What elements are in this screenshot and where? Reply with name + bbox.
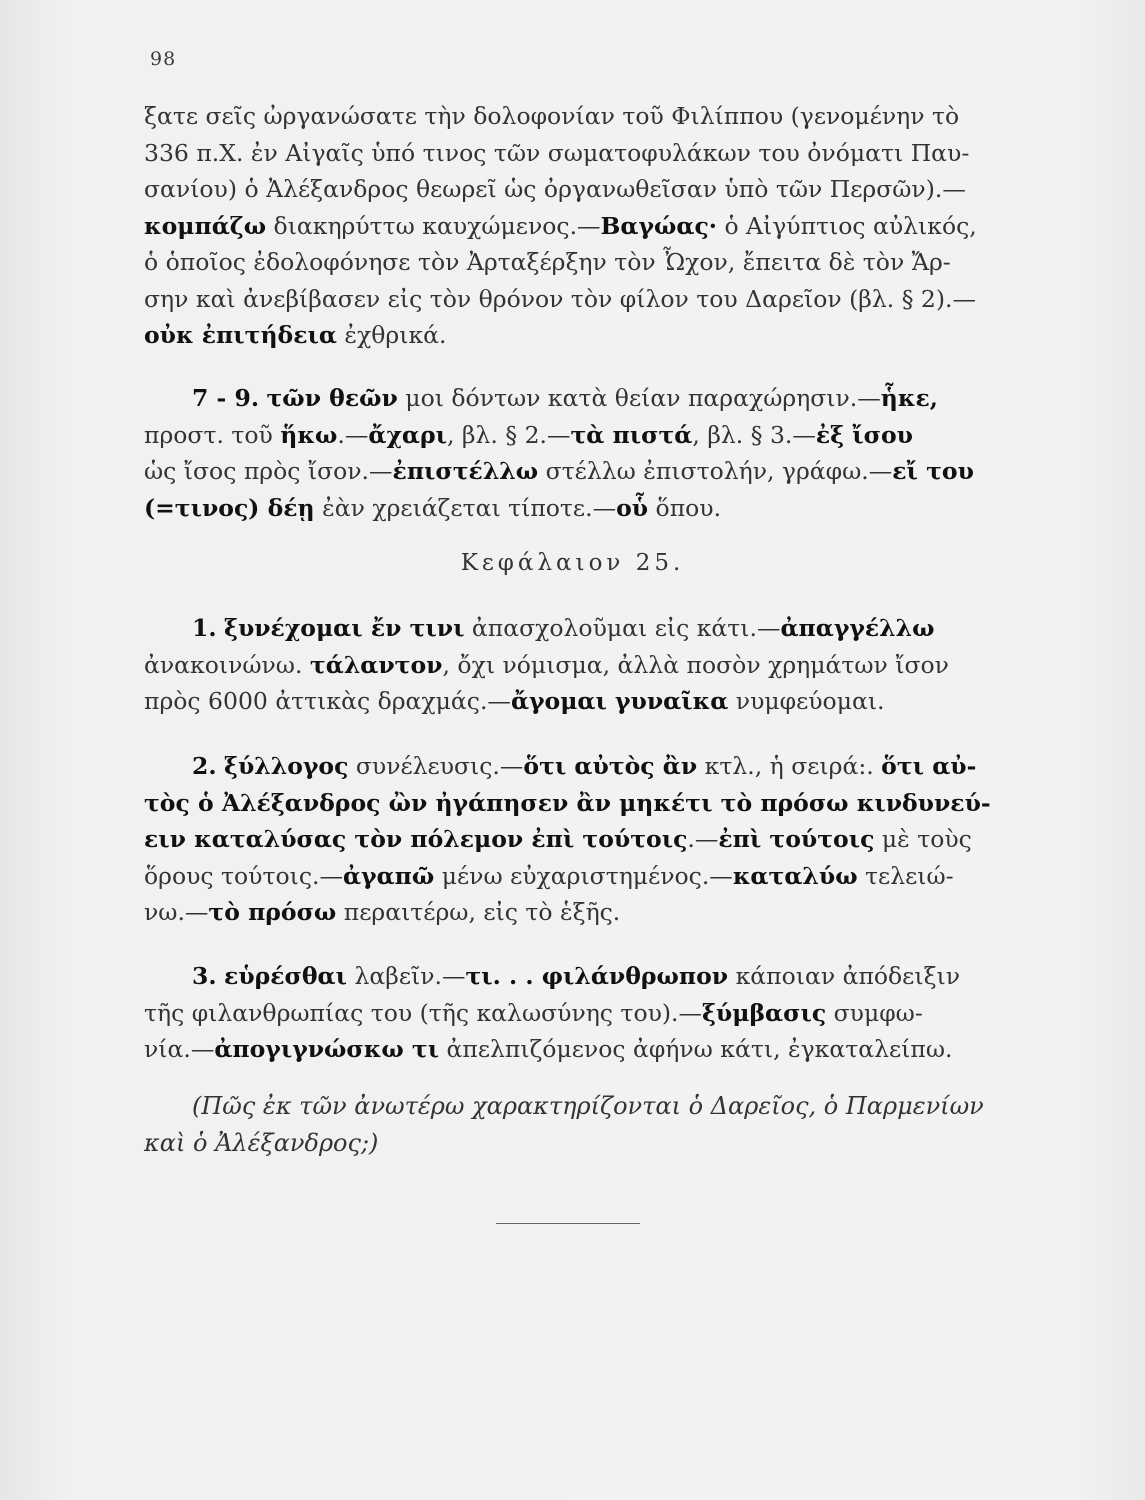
bold-term: εἴ του [892,457,974,485]
text-line [144,610,994,647]
page-number: 98 [150,48,177,70]
bold-term: ἄχαρι [368,420,447,449]
text-line: ξατε σεῖς ὠργανώσατε τὴν δολοφονίαν τοῦ Φιλίππου (γενομένην τὸ [144,102,960,130]
bold-term: τὰ πιστά [570,420,693,449]
definition-text: μὲ τοὺς [874,825,972,853]
bold-term: ὅτι αὐτὸς ἂν [523,752,698,780]
text-line: σανίου) ὁ Ἀλέξανδρος θεωρεῖ ὡς ὀργανωθεῖσαν ὑπὸ τῶν Περσῶν).— [144,175,966,203]
review-question [144,1088,994,1162]
paragraph-7-9 [144,380,994,526]
bold-term: ξυνέχομαι ἔν τινι [224,614,465,642]
text-line [144,821,994,858]
definition-text: συμφω- [826,998,923,1027]
bold-term: ξύμβασις [702,998,827,1027]
text-line: σην καὶ ἀνεβίβασεν εἰς τὸν θρόνον τὸν φίλον του Δαρεῖον (βλ. § 2).— [144,284,977,313]
bold-term: ἥκω [280,420,338,449]
definition-text: τῆς φιλανθρωπίας του (τῆς καλωσύνης του).— [144,998,703,1027]
definition-text: προστ. τοῦ [144,420,281,449]
definition-text: , βλ. § 3.— [692,420,816,449]
bold-term: τῶν θεῶν [266,384,398,412]
question-line: (Πῶς ἐκ τῶν ἀνωτέρω χαρακτηρίζονται ὁ Δαρεῖος, ὁ Παρμενίων [192,1092,984,1120]
definition-text: ὅρους τούτοις.— [144,861,343,890]
definition-text: , βλ. § 2.— [446,420,571,449]
text-line [144,958,994,995]
definition-text: κτλ., ἡ σειρά:. [697,752,882,780]
text-line [144,748,994,785]
bold-term: τὸς ὁ Ἀλέξανδρος ὢν ἠγάπησεν ἂν μηκέτι τὸ πρόσω κινδυνεύ- [144,788,991,817]
definition-text: ὅπου. [648,493,722,522]
text-line [144,995,994,1032]
paragraph-2 [144,748,994,931]
bold-term: Βαγώας· [600,211,717,240]
text-line [144,1031,994,1068]
definition-text: νω.— [144,898,209,926]
section-number: 1. [192,614,217,642]
text-line [144,490,994,527]
bold-term: εὑρέσθαι [224,962,347,990]
bold-term: (=τινος) δέῃ [144,493,315,522]
text-line [144,683,994,720]
definition-text: συνέλευσις.— [348,752,524,780]
definition-text: , ὄχι νόμισμα, ἀλλὰ ποσὸν χρημάτων ἴσον [442,650,949,679]
section-divider [496,1223,640,1224]
text-line [144,208,994,245]
definition-text: ὁ Αἰγύπτιος αὐλικός, [716,211,977,240]
definition-text: ὡς ἴσος πρὸς ἴσον.— [144,457,393,485]
definition-text: ἐὰν χρειάζεται τίποτε.— [314,493,617,522]
text-line [144,858,994,895]
bold-term: οὐκ ἐπιτήδεια [144,321,337,349]
bold-term: ἄγομαι γυναῖκα [510,687,729,715]
bold-term: ειν καταλύσας τὸν πόλεμον ἐπὶ τούτοις [144,825,688,853]
definition-text: μένω εὐχαριστημένος.— [434,861,733,890]
definition-text: νυμφεύομαι. [728,687,885,715]
definition-text: διακηρύττω καυχώμενος.— [266,211,601,240]
text-line [144,417,994,454]
bold-term: ἀπαγγέλλω [780,614,935,642]
text-line [144,647,994,684]
text-line: ὁ ὁποῖος ἐδολοφόνησε τὸν Ἀρταξέρξην τὸν Ὦχον, ἔπειτα δὲ τὸν Ἄρ- [144,248,951,276]
definition-text: πρὸς 6000 ἀττικὰς δραχμάς.— [144,687,511,715]
definition-text: .— [337,420,369,449]
definition-text: ἀνακοινώνω. [144,650,310,679]
paragraph-3 [144,958,994,1068]
bold-term: ἐξ ἴσου [815,420,913,449]
text-line [144,317,994,354]
text-line: 336 π.Χ. ἐν Αἰγαῖς ὑπό τινος τῶν σωματοφυλάκων του ὀνόματι Παυ- [144,138,970,167]
bold-term: ἐπὶ τούτοις [718,825,875,853]
question-line: καὶ ὁ Ἀλέξανδρος;) [144,1129,379,1157]
bold-term: καταλύω [732,861,858,890]
section-number: 7 - 9. [192,384,260,412]
definition-text: .— [687,825,719,853]
bold-term: τι. . . φιλάνθρωπον [465,962,729,990]
bold-term: ξύλλογος [224,752,349,780]
definition-text: ἐχθρικά. [336,321,447,349]
bold-term: ἀγαπῶ [342,861,435,890]
section-number: 2. [192,752,217,780]
bold-term: ἐπιστέλλω [392,457,539,485]
definition-text: περαιτέρω, εἰς τὸ ἑξῆς. [336,898,621,926]
bold-term: τὸ πρόσω [208,898,337,926]
bold-term: κομπάζω [144,211,267,240]
definition-text: στέλλω ἐπιστολήν, γράφω.— [538,457,893,485]
definition-text: τελειώ- [857,861,954,890]
definition-text: λαβεῖν.— [347,962,466,990]
chapter-heading: Κεφάλαιον 25. [460,550,685,576]
bold-term: ἀπογιγνώσκω τι [214,1035,440,1063]
bold-term: τάλαντον [309,650,443,679]
definition-text: μοι δόντων κατὰ θείαν παραχώρησιν.— [397,384,881,412]
section-number: 3. [192,962,217,990]
bold-term: ἧκε, [880,384,938,412]
definition-text: ἀπελπιζόμενος ἀφήνω κάτι, ἐγκαταλείπω. [439,1035,953,1063]
bold-term: οὗ [616,493,649,522]
definition-text: κάποιαν ἀπόδειξιν [728,962,961,990]
bold-term: ὅτι αὐ- [881,752,977,780]
text-line [144,785,994,822]
paragraph-1 [144,610,994,720]
text-line [144,380,994,417]
text-line [144,453,994,490]
text-line [144,894,994,931]
definition-text: ἀπασχολοῦμαι εἰς κάτι.— [464,614,781,642]
paragraph-continuation [144,98,994,354]
definition-text: νία.— [144,1035,215,1063]
